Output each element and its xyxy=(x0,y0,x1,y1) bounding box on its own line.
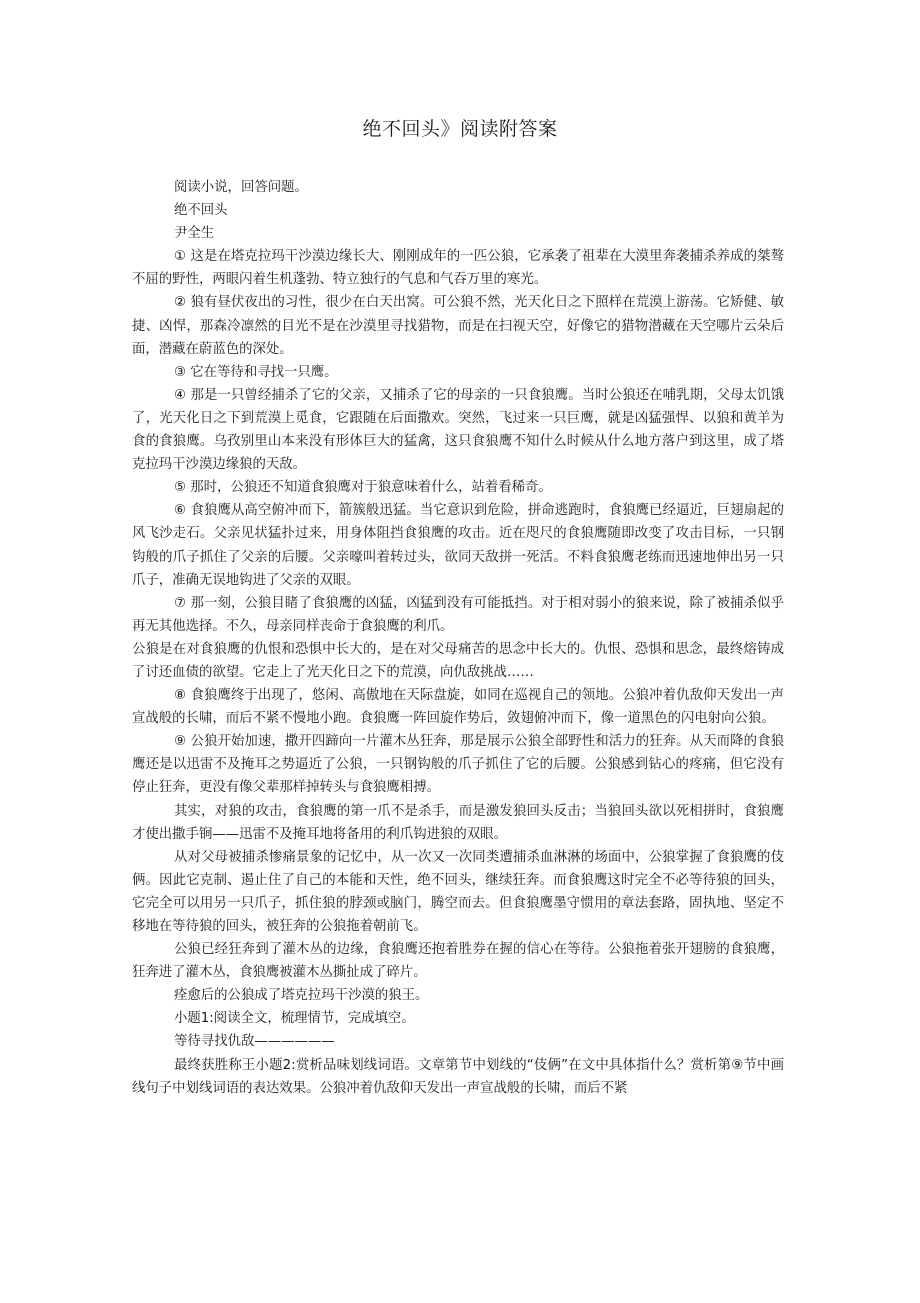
document-title: 绝不回头》阅读附答案 xyxy=(362,118,558,140)
question-1: 小题1:阅读全文，梳理情节，完成填空。 xyxy=(174,1011,415,1027)
story-title: 绝不回头 xyxy=(174,203,228,219)
paragraph-5: ⑤ 那时，公狼还不知道食狼鹰对于狼意味着什么，站着看稀奇。 xyxy=(174,480,552,496)
instruction-line: 阅读小说，回答问题。 xyxy=(174,180,308,195)
paragraph-6: ⑥ 食狼鹰从高空俯冲而下，箭簇般迅猛。当它意识到危险，拼命逃跑时，食狼鹰已经逼近，巨翅扇起的风飞沙走石。父亲见状猛扑过来，用身体阻挡食狼鹰的攻击。近在咫尺的食狼鹰随即改变了攻击目标，一只钢钩般的爪子抓住了父亲的后腰。父亲嚎叫着转过头，欲同天敌拼一死活。不料食狼鹰老练而迅速地伸出另一只爪子，准确无误地钩进了父亲的双眼。 xyxy=(132,503,784,588)
paragraph-7: ⑦ 那一刻，公狼目睹了食狼鹰的凶猛，凶猛到没有可能抵挡。对于相对弱小的狼来说，除了被捕杀似乎再无其他选择。不久，母亲同样丧命于食狼鹰的利爪。 xyxy=(132,595,784,634)
question-1-fill-blank: 等待寻找仇敌—————— xyxy=(174,1034,335,1050)
paragraph-7-continued: 公狼是在对食狼鹰的仇恨和恐惧中长大的，是在对父母痛苦的思念中长大的。仇恨、恐惧和思念，最终熔铸成了讨还血债的欲望。它走上了光天化日之下的荒漠，向仇敌挑战…… xyxy=(132,641,784,680)
question-2: 最终获胜称王小题2:赏析品味划线词语。文章第节中划线的“伎俩”在文中具体指什么？赏析第⑨节中画线句子中划线词语的表达效果。公狼冲着仇敌仰天发出一声宣战般的长啸，而后不紧 xyxy=(132,1057,784,1096)
paragraph-1: ① 这是在塔克拉玛干沙漠边缘长大、刚刚成年的一匹公狼，它承袭了祖辈在大漠里奔袭捕杀养成的桀骜不屈的野性，两眼闪着生机蓬勃、特立独行的气息和气吞万里的寒光。 xyxy=(132,249,784,288)
paragraph-9: ⑨ 公狼开始加速，撒开四蹄向一片灌木丛狂奔，那是展示公狼全部野性和活力的狂奔。从天而降的食狼鹰还是以迅雷不及掩耳之势逼近了公狼，一只钢钩般的爪子抓住了它的后腰。公狼感到钻心的疼痛，但它没有停止狂奔，更没有像父辈那样掉转头与食狼鹰相搏。 xyxy=(132,734,784,796)
paragraph-11: 从对父母被捕杀惨痛景象的记忆中，从一次又一次同类遭捕杀血淋淋的场面中，公狼掌握了食狼鹰的伎俩。因此它克制、遏止住了自己的本能和天性，绝不回头，继续狂奔。而食狼鹰这时完全不必等待狼的回头，它完全可以用另一只爪子，抓住狼的脖颈或脑门，腾空而去。但食狼鹰墨守惯用的章法套路，固执地、坚定不移地在等待狼的回头，被狂奔的公狼拖着朝前飞。 xyxy=(132,849,784,934)
document-body xyxy=(132,176,784,1100)
story-author: 尹全生 xyxy=(174,226,215,242)
paragraph-13: 痊愈后的公狼成了塔克拉玛干沙漠的狼王。 xyxy=(174,988,429,1004)
paragraph-2: ② 狼有昼伏夜出的习性，很少在白天出窝。可公狼不然，光天化日之下照样在荒漠上游荡。它矫健、敏捷、凶悍，那森冷凛然的目光不是在沙漠里寻找猎物，而是在扫视天空，好像它的猎物潜藏在天空哪片云朵后面，潜藏在蔚蓝色的深处。 xyxy=(132,295,784,357)
paragraph-3: ③ 它在等待和寻找一只鹰。 xyxy=(174,364,338,380)
paragraph-10: 其实，对狼的攻击，食狼鹰的第一爪不是杀手，而是激发狼回头反击；当狼回头欲以死相拼时，食狼鹰才使出撒手锏——迅雷不及掩耳地将备用的利爪钩进狼的双眼。 xyxy=(132,803,784,842)
paragraph-8: ⑧ 食狼鹰终于出现了，悠闲、高傲地在天际盘旋，如同在巡视自己的领地。公狼冲着仇敌仰天发出一声宣战般的长啸，而后不紧不慢地小跑。食狼鹰一阵回旋作势后，敛翅俯冲而下，像一道黑色的闪电射向公狼。 xyxy=(132,688,784,727)
paragraph-4: ④ 那是一只曾经捕杀了它的父亲，又捕杀了它的母亲的一只食狼鹰。当时公狼还在哺乳期，父母太饥饿了，光天化日之下到荒漠上觅食，它跟随在后面撒欢。突然，飞过来一只巨鹰，就是凶猛强悍、以狼和黄羊为食的食狼鹰。乌孜别里山本来没有形体巨大的猛禽，这只食狼鹰不知什么时候从什么地方落户到这里，成了塔克拉玛干沙漠边缘狼的天敌。 xyxy=(132,387,784,473)
paragraph-12: 公狼已经狂奔到了灌木丛的边缘，食狼鹰还抱着胜券在握的信心在等待。公狼拖着张开翅膀的食狼鹰，狂奔进了灌木丛，食狼鹰被灌木丛撕扯成了碎片。 xyxy=(132,942,784,981)
